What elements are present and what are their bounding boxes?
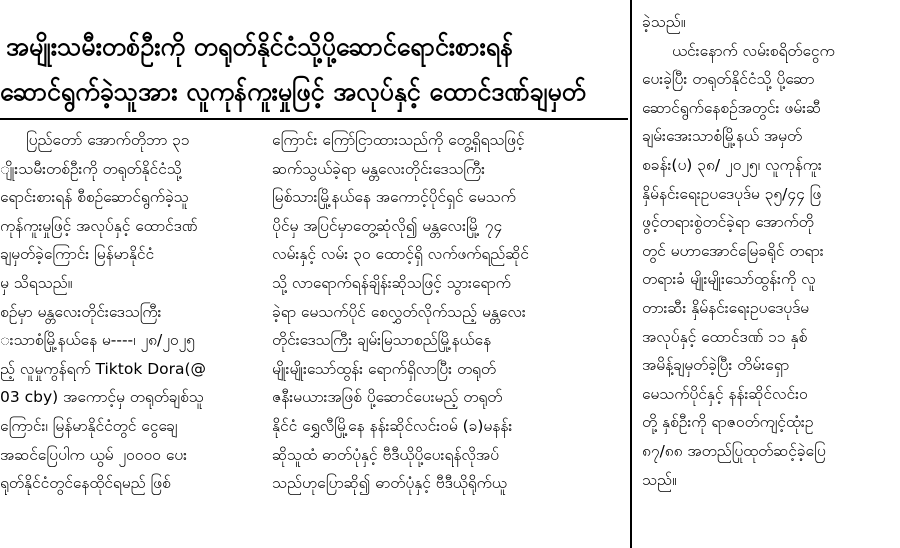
text-line: ကြောင်း၊ မြန်မာနိုင်ငံတွင် ငွေချေ: [0, 416, 178, 435]
text-line: တရားခံ မျိုးမျိုးသော်ထွန်းကို လူ: [642, 270, 816, 289]
text-line: ဆိုသူထံ ဓာတ်ပုံနှင့် ဗီဒီယိုပို့ပေးရန်လိုအပ်: [272, 445, 499, 464]
article-column-2: [272, 126, 624, 548]
text-line: းသာစံမြို့နယ်နေ မ----၊ ၂၈/၂၀၂၅: [0, 331, 195, 350]
text-line: သို့ လာရောက်ရန်ချိန်းဆိုသဖြင့် သွားရောက်: [272, 273, 511, 292]
text-line: ည့် လူမှုကွန်ရက် Tiktok Dora(@: [0, 359, 207, 378]
text-line: ဇနီးမယားအဖြစ် ပို့ဆောင်ပေးမည့် တရုတ်: [272, 388, 503, 407]
text-line: ရောင်းစားရန် စီစဉ်ဆောင်ရွက်ခဲ့သူ: [0, 188, 189, 207]
text-line: ဖွင့်တရားစွဲတင်ခဲ့ရာ အောက်တို: [642, 213, 814, 232]
text-line: ခဲ့ရာ မေသက်ပိုင် စေလွှတ်လိုက်သည့် မန္တလေး: [272, 302, 526, 321]
text-line: ပိုင်မှ အပြင်မှာတွေ့ဆုံလို၍ မန္တလေးမြို့ ၇၄: [272, 216, 503, 235]
text-line: ရုတ်နိုင်ငံတွင်နေထိုင်ရမည် ဖြစ်: [0, 474, 171, 493]
text-line: ၈၇/၈၈ အတည်ပြုထုတ်ဆင့်ခဲ့ပြေ: [642, 441, 826, 460]
text-line: အလုပ်နှင့် ထောင်ဒဏ် ၁၁ နှစ်: [642, 327, 808, 346]
text-line: ကုန်ကူးမှုဖြင့် အလုပ်နှင့် ထောင်ဒဏ်: [0, 216, 198, 235]
text-line: ပြည်တော် အောက်တိုဘာ ၃၁: [26, 131, 190, 149]
text-line: စခန်း(ပ) ၃၈/ ၂၀၂၅၊ လူကုန်ကူး: [642, 155, 822, 174]
text-line: တိုင်းဒေသကြီး ချမ်းမြသာစည်မြို့နယ်နေ: [272, 331, 491, 350]
text-line: ျိုးသမီးတစ်ဦးကို တရုတ်နိုင်ငံသို့: [0, 159, 182, 178]
text-line: ချမ်းအေးသာစံမြို့နယ် အမှတ်: [642, 127, 803, 146]
text-line: နှိမ်နင်းရေးဥပဒေပုဒ်မ ၃၅/၄၄ ဖြ: [642, 184, 822, 203]
text-line: အဆင်ပြေပါက ယွမ် ၂၀၀၀၀ ပေး: [0, 445, 188, 464]
text-line: တွင် မဟာအောင်မြေခရိုင် တရား: [642, 241, 824, 260]
text-line: 03 cby) အကောင့်မှ တရုတ်ချစ်သူ: [0, 388, 204, 407]
text-line: လမ်းနှင့် လမ်း ၃၀ ထောင့်ရှိ လက်ဖက်ရည်ဆိုင်: [272, 245, 529, 264]
text-line: မြစ်သားမြို့နယ်နေ အကောင့်ပိုင်ရှင် မေသက်: [272, 188, 516, 207]
text-line: မေသက်ပိုင်နှင့် နန်းဆိုင်လင်းဝ: [642, 384, 808, 403]
text-line: အမိန့်ချမှတ်ခဲ့ပြီး တိမ်းရှော: [642, 356, 790, 375]
article-column-1: [0, 126, 262, 548]
headline-line-1: အမျိုးသမီးတစ်ဦးကို တရုတ်နိုင်ငံသို့ပို့ဆောင်ရောင်းစားရန်: [6, 32, 514, 61]
text-line: တို့ နှစ်ဦးကို ရာဇဝတ်ကျင့်ထုံးဥ: [642, 413, 814, 432]
text-line: မှ သိရသည်။: [0, 273, 73, 292]
text-line: ပေးခဲ့ပြီး တရုတ်နိုင်ငံသို့ ပို့ဆော: [642, 70, 815, 89]
text-line: တားဆီး နှိမ်နင်းရေးဥပဒေပုဒ်မ: [642, 298, 810, 317]
text-line: ဆက်သွယ်ခဲ့ရာ မန္တလေးတိုင်းဒေသကြီး: [272, 159, 486, 178]
headline-line-2: ဆောင်ရွက်ခဲ့သူအား လူကုန်ကူးမှုဖြင့် အလုပ်နှင့် ထောင်ဒဏ်ချမှတ်: [0, 77, 587, 106]
text-line: ခဲ့သည်။: [642, 13, 686, 31]
column-divider: [630, 0, 632, 548]
text-line: စဉ်မှာ မန္တလေးတိုင်းဒေသကြီး: [0, 302, 162, 321]
text-line: နိုင်ငံ ရွှေလီမြို့နေ နန်းဆိုင်လင်းဝမ် (ခ)မနန်း: [272, 416, 513, 435]
text-line: သည်။: [642, 470, 677, 489]
text-line: ချမှတ်ခဲ့ကြောင်း မြန်မာနိုင်ငံ: [0, 245, 155, 264]
text-line: မျိုးမျိုးသော်ထွန်း ရောက်ရှိလာပြီး တရုတ်: [272, 359, 497, 378]
text-line: သည်ဟုပြောဆို၍ ဓာတ်ပုံနှင့် ဗီဒီယိုရိုက်ယူ: [272, 474, 507, 493]
article-column-3: [642, 8, 900, 548]
text-line: ကြောင်း ကြော်ငြာထားသည်ကို တွေ့ရှိရသဖြင့်: [272, 131, 525, 149]
text-line: ယင်းနောက် လမ်းစရိတ်ငွေက: [672, 41, 835, 60]
text-line: ဆောင်ရွက်နေစဉ်အတွင်း ဖမ်းဆီ: [642, 98, 821, 117]
headline-divider: [0, 118, 628, 120]
